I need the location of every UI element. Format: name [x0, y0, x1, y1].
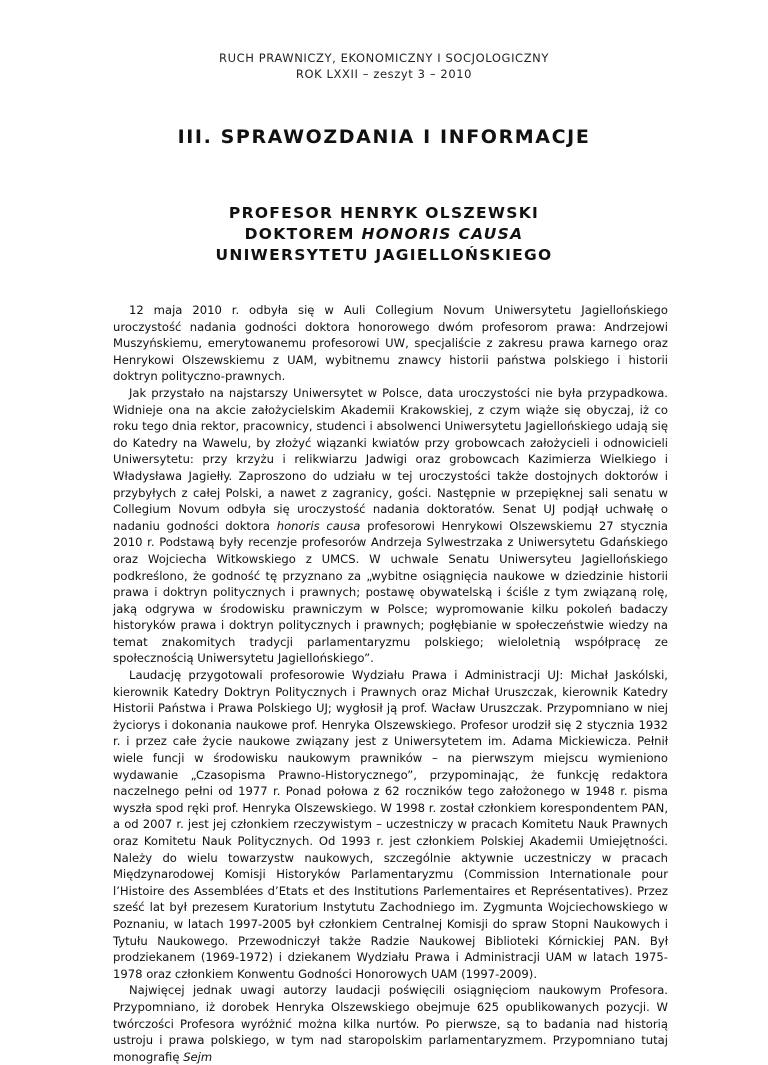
article-title-line-2 — [0, 224, 768, 245]
paragraph-4 — [113, 982, 668, 1065]
paragraph-3: Laudację przygotowali profesorowie Wydziału Prawa i Administracji UJ: Michał Jaskólski, kierownik Katedry Doktryn Politycznych i Prawnych oraz Michał Uruszczak, kierownik Katedry Historii Państwa i Prawa Polskiego UJ; wygłosił ją prof. Wacław Uruszczak. Przypomniano w niej życiorys i dokonania naukowe prof. Henryka Olszewskiego. Profesor urodził się 2 stycznia 1932 r. i przez całe życie naukowe związany jest z Uniwersytetem im. Adama Mickiewicza. Pełnił wiele funcji w środowisku naukowym prawników – na pierwszym miejscu wymieniono wydawanie „Czasopisma Prawno-Historycznego”, przypominając, że funkcję redaktora naczelnego pełni od 1977 r. Ponad połowa z 62 roczników tego założonego w 1948 r. pisma wyszła spod ręki prof. Henryka Olszewskiego. W 1998 r. został członkiem korespondentem PAN, a od 2007 r. jest jej członkiem rzeczywistym – uczestniczy w pracach Komitetu Nauk Prawnych oraz Komitetu Nauk Politycznych. Od 1993 r. jest członkiem Polskiej Akademii Umiejętności. Należy do wielu towarzystw naukowych, szczególnie aktywnie uczestniczy w pracach Międzynarodowej Komisji Historyków Parlamentaryzmu (Commission Internationale pour l’Histoire des Assemblées d’Etats et des Institutions Parlementaires et Représentatives). Przez sześć lat był prezesem Kuratorium Instytutu Zachodniego im. Zygmunta Wojciechowskiego w Poznaniu, w latach 1997-2005 był członkiem Centralnej Komisji do spraw Stopni Naukowych i Tytułu Naukowego. Przewodniczył także Radzie Naukowej Biblioteki Kórnickiej PAN. Był prodziekanem (1969-1972) i dziekanem Wydziału Prawa i Administracji UAM w latach 1975-1978 oraz członkiem Konwentu Godności Honorowych UAM (1997-2009). — [113, 668, 668, 981]
article-title-line-1: PROFESOR HENRYK OLSZEWSKI — [228, 204, 540, 222]
paragraph-2-part-2: profesorowi Henrykowi Olszewskiemu 27 stycznia 2010 r. Podstawą były recenzje profesorów Andrzeja Sylwestrzaka z Uniwersytetu Gdańskiego oraz Wojciecha Witkowskiego z UMCS. W uchwale Senatu Uniwersyteu Jagiellońskiego podkreślono, że godność tę przyznano za „wybitne osiągnięcia naukowe w dziedzinie historii prawa i doktryn politycznych i prawnych; postawę obywatelską i ściśle z tym związaną rolę, jaką odgrywa w środowisku prawniczym w Polsce; wypromowanie kilku pokoleń badaczy historyków prawa i doktryn politycznych i prawnych; pogłębianie w społeczeństwie wiedzy na temat znakomitych tradycji parlamentaryzmu polskiego; wieloletnią współpracę ze społecznością Uniwersytetu Jagiellońskiego”. — [113, 518, 668, 666]
issue-running-head: ROK LXXII – zeszyt 3 – 2010 — [295, 67, 473, 81]
section-title: III. SPRAWOZDANIA I INFORMACJE — [177, 126, 591, 148]
paragraph-1: 12 maja 2010 r. odbyła się w Auli Collegium Novum Uniwersytetu Jagiellońskiego uroczystość nadania godności doktora honorowego dwóm profesorom prawa: Andrzejowi Muszyńskiemu, emerytowanemu profesorowi UW, specjaliście z zakresu prawa karnego oraz Henrykowi Olszewskiemu z UAM, wybitnemu znawcy historii państwa polskiego i historii doktryn polityczno-prawnych. — [113, 303, 668, 384]
article-title-line-2-plain: DOKTOREM — [244, 225, 362, 243]
journal-running-head: RUCH PRAWNICZY, EKONOMICZNY I SOCJOLOGICZNY — [219, 51, 549, 65]
paragraph-2 — [113, 385, 668, 667]
paragraph-4-italic: Sejm — [183, 1049, 213, 1064]
paragraph-4-part-1: Najwięcej jednak uwagi autorzy laudacji poświęcili osiągnięciom naukowym Profesora. Przypomniano, iż dorobek Henryka Olszewskiego obejmuje 625 opublikowanych pozycji. W twórczości Profesora wyróżnić można kilka nurtów. Po pierwsze, są to badania nad historią ustroju i prawa polskiego, w tym nad staropolskim parlamentaryzmem. Przypomniano tutaj monografię — [113, 983, 668, 1064]
article-title-line-2-italic: HONORIS CAUSA — [361, 225, 524, 243]
paragraph-2-part-1: Jak przystało na najstarszy Uniwersytet w Polsce, data uroczystości nie była przypadkowa. Widnieje ona na akcie założycielskim Akademii Krakowskiej, z czym wiąże się obyczaj, iż co roku tego dnia rektor, pracownicy, studenci i absolwenci Uniwersytetu Jagiellońskiego udają się do Katedry na Wawelu, by złożyć wiązanki kwiatów przy grobowcach założycieli i odnowicieli Uniwersytetu: przy krzyżu i relikwiarzu Jadwigi oraz grobowcach Kazimierza Wielkiego i Władysława Jagiełły. Zaproszono do udziału w tej uroczystości także dostojnych doktorów i przybyłych z całej Polski, a nawet z zagranicy, gości. Następnie w przepięknej sali senatu w Collegium Novum odbyła się uroczystość nadania doktoratów. Senat UJ podjął uchwałę o nadaniu godności doktora — [113, 385, 668, 533]
paragraph-2-italic: honoris causa — [276, 518, 361, 533]
article-body — [113, 302, 668, 1065]
article-title-line-3: UNIWERSYTETU JAGIELLOŃSKIEGO — [215, 246, 553, 264]
